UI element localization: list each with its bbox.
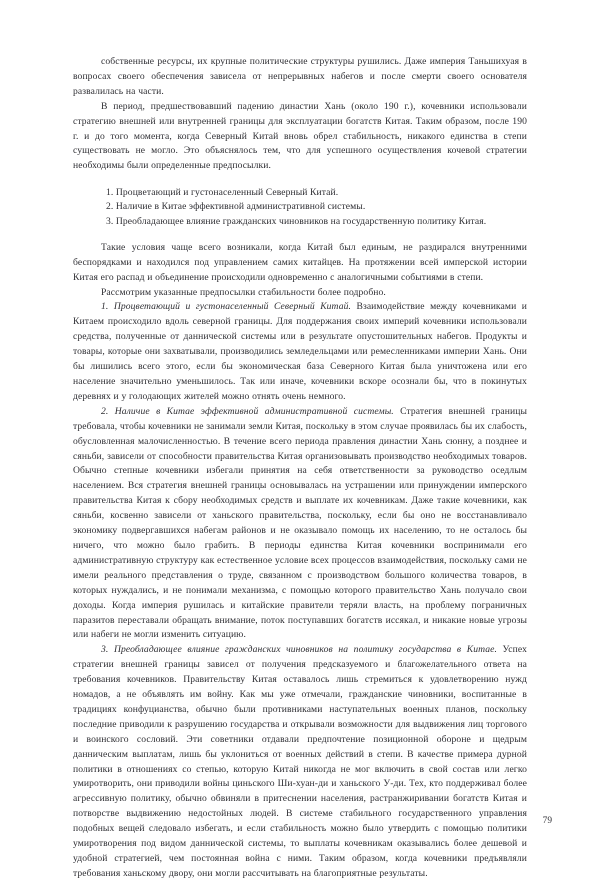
paragraph-6-body: Стратегия внешней границы требовала, чтобы кочевники не занимали земли Китая, поскольку в этом случае проявилась бы их слабость, обусловленная малочисленностью. В течение всего периода правления династии Хань сюнну, а позднее и сяньби, зависели от способности правительства Китая организовывать производство необходимых товаров. Обычно степные кочевники избегали принятия на себя ответственности за руководство оседлым населением. Вся стратегия внешней границы основывалась на устрашении или принуждении имперского правительства Китая к сбору необходимых средств и выплате их кочевникам. Даже такие кочевники, как сяньби, косвенно зависели от ханьского правительства, поскольку, если бы оно не восстанавливало экономику подвергавшихся набегам районов и не оказывало помощь их населению, то не осталось бы ничего, что можно было грабить. В периоды единства Китая кочевники воспринимали его административную структуру как естественное условие всех процессов взаимодействия, поскольку сами не имели реального представления о труде, связанном с производством большого количества товаров, в которых нуждались, и не понимали механизма, с помощью которого правительство Хань получало свои доходы. Когда империя рушилась и китайские правители теряли власть, на проблему пограничных паразитов переставали обращать внимание, поток поступавших богатств иссякал, и никакие новые угрозы или набеги не могли изменить ситуацию. — [73, 405, 528, 641]
list-item: 1. Процветающий и густонаселенный Северный Китай. — [106, 187, 339, 199]
list-item: 3. Преобладающее влияние гражданских чиновников на государственную политику Китая. — [106, 215, 487, 227]
page-number: 79 — [542, 816, 552, 826]
paragraph-5 — [73, 300, 527, 404]
spacer-after-list — [73, 229, 527, 241]
paragraph-4: Рассмотрим указанные предпосылки стабильности более подробно. — [101, 286, 386, 298]
list-item: 2. Наличие в Китае эффективной административной системы. — [106, 201, 366, 213]
paragraph-6 — [73, 405, 527, 644]
paragraph-7 — [73, 643, 527, 882]
page-text-body — [73, 55, 527, 882]
paragraph-5-lead: 1. Процветающий и густонаселенный Северный Китай. — [101, 301, 351, 313]
paragraph-7-body: Успех стратегии внешней границы зависел от получения предсказуемого и благожелательного ответа на требования кочевников. Правительству Китая оставалось лишь стремиться к удовлетворению нужд номадов, а не объявлять им войну. Как мы уже отмечали, гражданские чиновники, воспитанные в традициях конфуцианства, обычно были противниками наступательных военных планов, поскольку последние приводили к разрушению государства и открывали возможности для выдвижения лиц торгового и воинского сословий. Эти советники отдавали предпочтение позиционной обороне и щедрым данническим выплатам, лишь бы уклониться от военных действий в степи. В качестве примера дурной политики в отношениях со степью, которую Китай никогда не мог включить в свой состав или легко умиротворить, они приводили войны циньского Ши-хуан-ди и ханьского У-ди. Тех, кто поддерживал более агрессивную политику, обычно обвиняли в притеснении населения, растранжиривании богатств Китая и потворстве выдвижению недостойных людей. В системе стабильного государственного управления подобных вещей следовало избегать, и если стабильность можно было утвердить с помощью политики умиротворения под видом даннической системы, то выплаты кочевникам оказывались более дешевой и удобной стратегией, чем постоянная война с ними. Таким образом, когда кочевники предъявляли требования ханьскому двору, они могли рассчитывать на благоприятные результаты. — [73, 644, 527, 879]
paragraph-3: Такие условия чаще всего возникали, когда Китай был единым, не раздирался внутренними беспорядками и находился под управлением самих китайцев. На протяжении всей имперской истории Китая его распад и объединение происходили одновременно с аналогичными событиями в степи. — [73, 241, 527, 283]
conditions-list — [73, 186, 527, 229]
paragraph-7-lead: 3. Преобладающее влияние гражданских чиновников на политику государства в Китае. — [101, 644, 497, 656]
paragraph-5-body: Взаимодействие между кочевниками и Китаем происходило вдоль северной границы. Для поддержания своих империй кочевники использовали средства, полученные от даннической системы или в результате опустошительных набегов. Продукты и товары, которые они захватывали, производились земледельцами или ремесленниками империи Хань. Они бы лишились всего этого, если бы экономическая база Северного Китая была уничтожена или его население значительно уменьшилось. Так или иначе, кочевники вскоре осознали бы, что в покинутых деревнях и у голодающих жителей можно отнять очень немного. — [73, 301, 527, 402]
paragraph-1: собственные ресурсы, их крупные политические структуры рушились. Даже империя Таньшихуая в вопросах своего обеспечения зависела от непрерывных набегов и после смерти своего основателя развалилась на части. — [73, 56, 527, 97]
paragraph-2: В период, предшествовавший падению династии Хань (около 190 г.), кочевники использовали стратегию внешней или внутренней границы для эксплуатации богатств Китая. Таким образом, после 190 г. и до того момента, когда Северный Китай вновь обрел стабильность, никакого единства в степи существовать не могло. Это объяснялось тем, что для успешного осуществления кочевой стратегии необходимы были определенные предпосылки. — [73, 100, 527, 172]
spacer-before-list — [73, 174, 527, 186]
paragraph-6-lead: 2. Наличие в Китае эффективной административной системы. — [101, 405, 394, 417]
